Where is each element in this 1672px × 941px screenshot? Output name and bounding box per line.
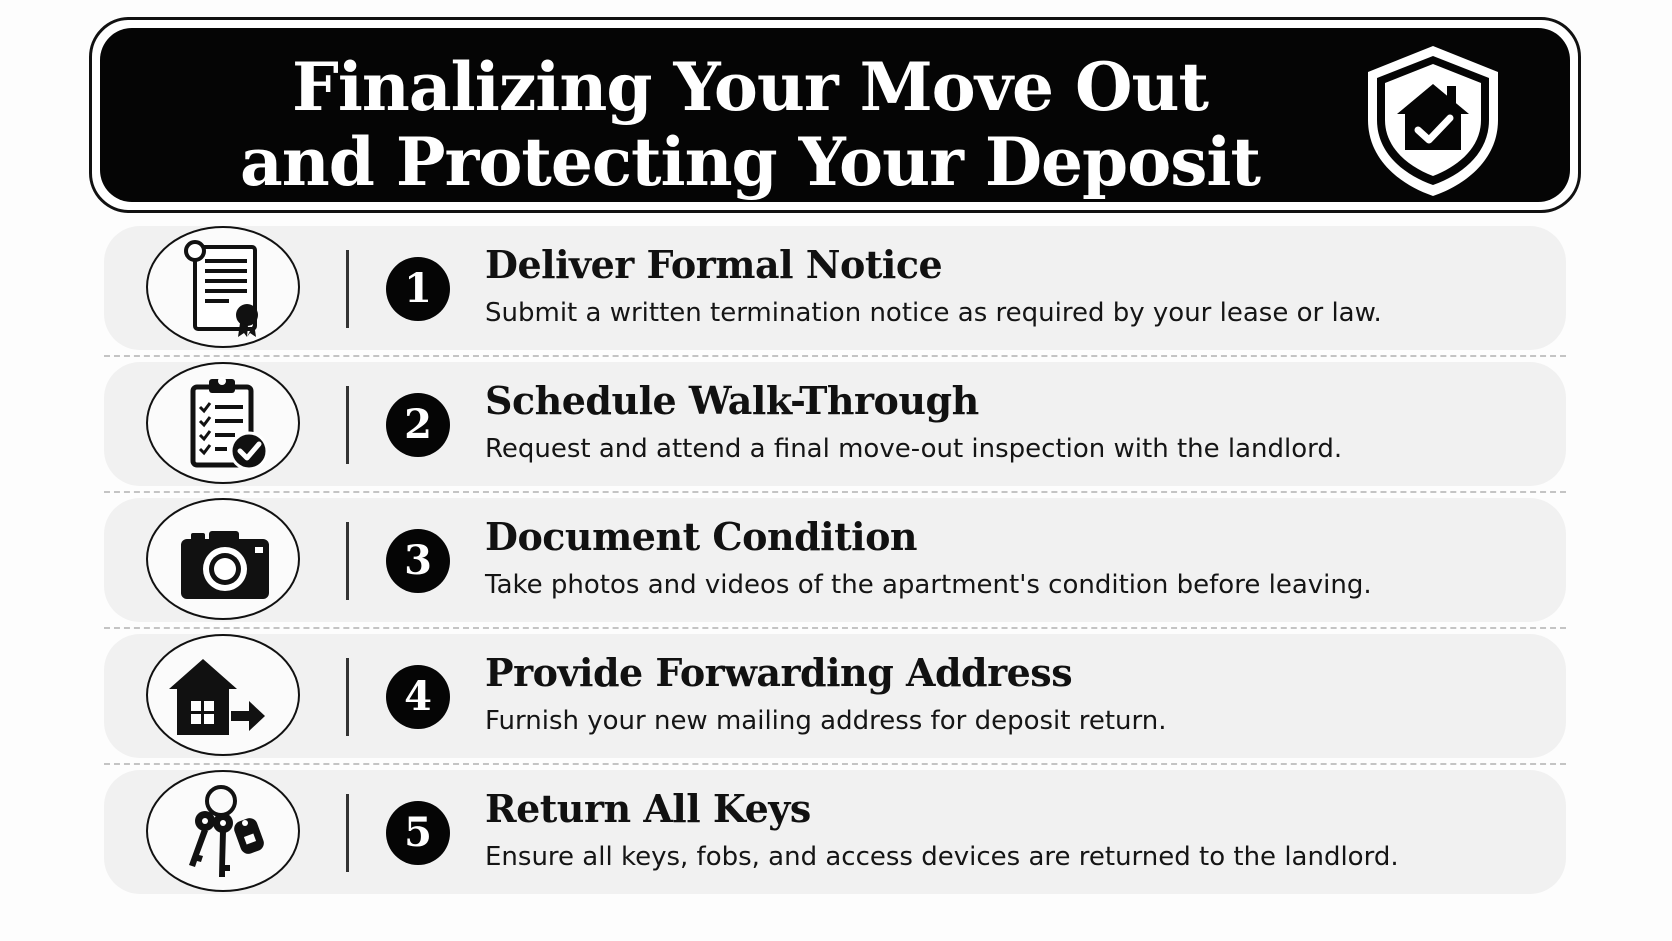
house-arrow-icon [162, 645, 272, 745]
step-1 [104, 226, 1566, 350]
step-separator [104, 491, 1566, 493]
step-3-description: Take photos and videos of the apartment's condition before leaving. [485, 570, 1372, 600]
step-1-icon-frame [146, 226, 300, 348]
shield-house-check-icon [1358, 40, 1508, 200]
step-4-description: Furnish your new mailing address for deposit return. [485, 706, 1167, 736]
step-2 [104, 362, 1566, 486]
keys-icon [175, 781, 275, 881]
certificate-scroll-icon [175, 237, 275, 337]
step-4-number: 4 [386, 665, 450, 729]
step-5-divider [346, 794, 349, 872]
step-5 [104, 770, 1566, 894]
step-1-description: Submit a written termination notice as required by your lease or law. [485, 298, 1382, 328]
step-2-title: Schedule Walk-Through [485, 378, 979, 423]
step-4-divider [346, 658, 349, 736]
step-3-divider [346, 522, 349, 600]
step-separator [104, 627, 1566, 629]
step-2-icon-frame [146, 362, 300, 484]
step-separator [104, 355, 1566, 357]
step-1-title: Deliver Formal Notice [485, 242, 943, 287]
page-title-line-2: and Protecting Your Deposit [240, 123, 1260, 201]
step-5-description: Ensure all keys, fobs, and access devices are returned to the landlord. [485, 842, 1399, 872]
step-2-divider [346, 386, 349, 464]
step-4-icon-frame [146, 634, 300, 756]
step-separator [104, 763, 1566, 765]
step-3-number: 3 [386, 529, 450, 593]
camera-icon [175, 509, 275, 609]
page-title-line-1: Finalizing Your Move Out [292, 48, 1208, 126]
step-3 [104, 498, 1566, 622]
header-banner-inner [100, 28, 1570, 202]
step-3-icon-frame [146, 498, 300, 620]
step-4-title: Provide Forwarding Address [485, 650, 1073, 695]
step-2-description: Request and attend a final move-out inspection with the landlord. [485, 434, 1343, 464]
step-5-icon-frame [146, 770, 300, 892]
step-2-number: 2 [386, 393, 450, 457]
step-5-number: 5 [386, 801, 450, 865]
step-1-number: 1 [386, 257, 450, 321]
header-banner [89, 17, 1581, 213]
page-title [100, 50, 1400, 200]
clipboard-checklist-icon [175, 373, 275, 473]
steps-list [104, 226, 1566, 894]
step-1-divider [346, 250, 349, 328]
step-3-title: Document Condition [485, 514, 918, 559]
step-4 [104, 634, 1566, 758]
step-5-title: Return All Keys [485, 786, 811, 831]
